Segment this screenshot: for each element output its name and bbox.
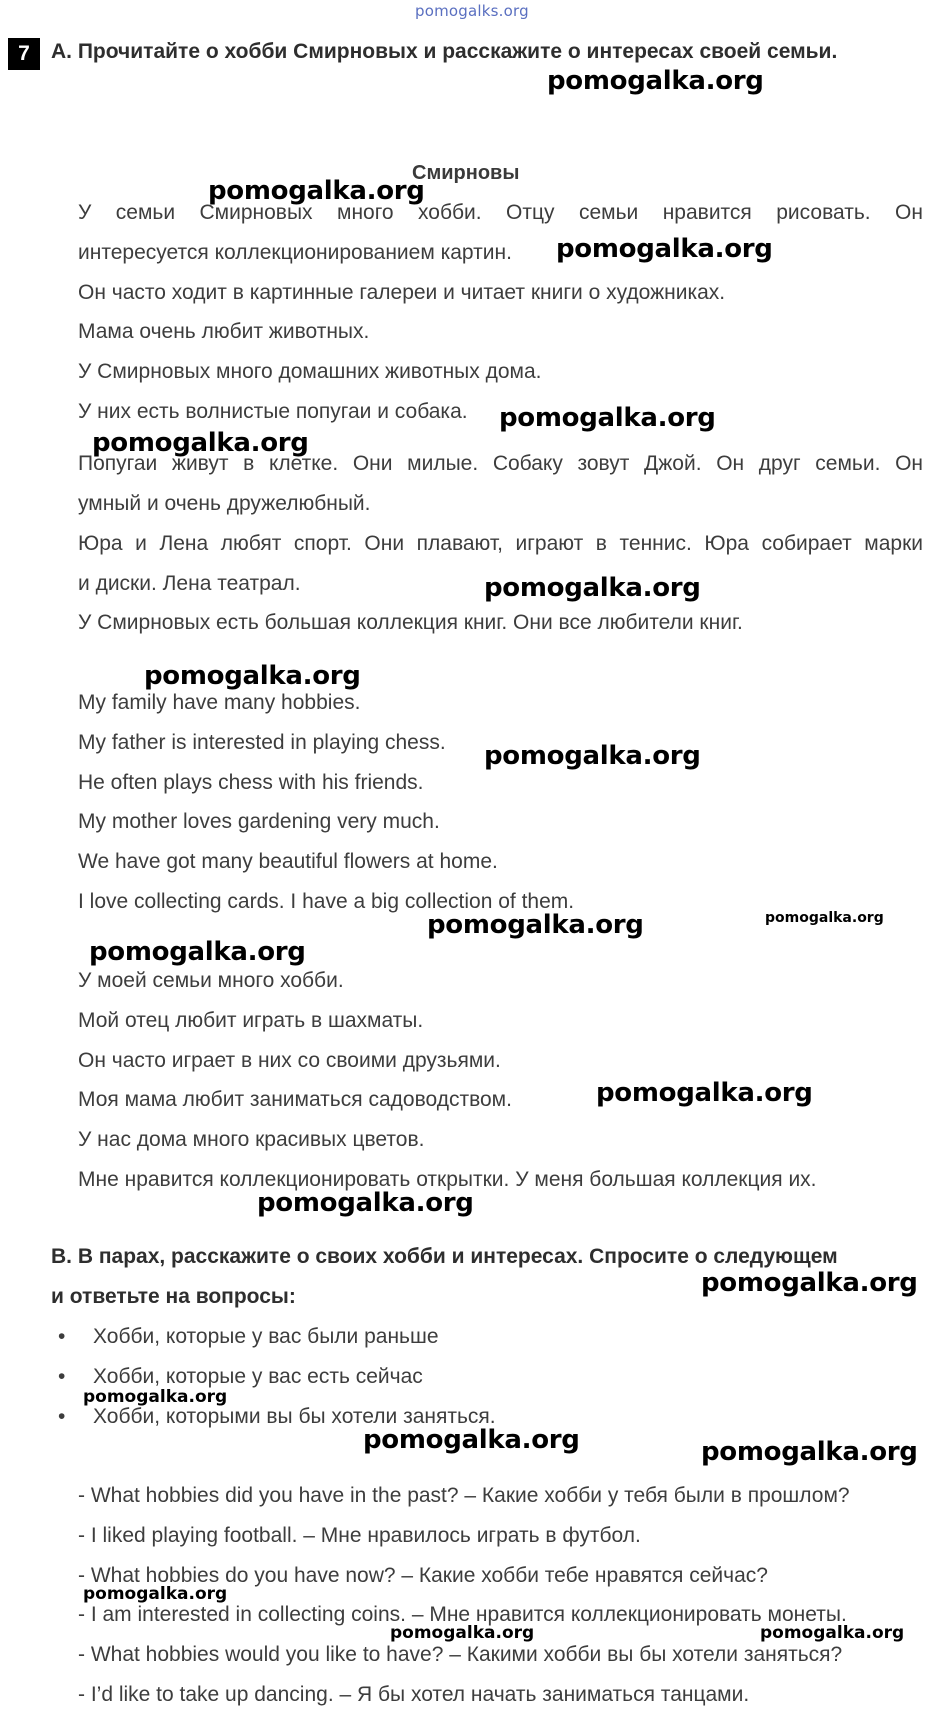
watermark: pomogalka.org — [390, 1623, 535, 1643]
watermark: pomogalka.org — [499, 403, 716, 433]
watermark: pomogalka.org — [92, 428, 309, 458]
watermark: pomogalka.org — [596, 1078, 813, 1108]
watermark: pomogalka.org — [363, 1425, 580, 1455]
watermark: pomogalka.org — [760, 1623, 905, 1643]
bullet-item: Хобби, которые у вас были раньше — [93, 1325, 439, 1348]
watermark: pomogalka.org — [556, 234, 773, 264]
bullet-dot: • — [58, 1365, 66, 1388]
watermark: pomogalka.org — [89, 937, 306, 967]
english-line: He often plays chess with his friends. — [78, 771, 424, 794]
task-number-badge: 7 — [8, 38, 40, 70]
bullet-item: Хобби, которыми вы бы хотели заняться. — [93, 1405, 496, 1428]
english-line: We have got many beautiful flowers at home. — [78, 850, 498, 873]
watermark: pomogalka.org — [765, 910, 884, 926]
watermark: pomogalka.org — [83, 1387, 228, 1407]
english-line: My mother loves gardening very much. — [78, 810, 440, 833]
watermark: pomogalka.org — [701, 1268, 918, 1298]
russian-line: Он часто играет в них со своими друзьями. — [78, 1049, 501, 1072]
english-line: My family have many hobbies. — [78, 691, 361, 714]
russian-line: Мой отец любит играть в шахматы. — [78, 1009, 424, 1032]
bullet-item: Хобби, которые у вас есть сейчас — [93, 1365, 423, 1388]
watermark: pomogalka.org — [83, 1584, 228, 1604]
watermark-top: pomogalks.org — [415, 2, 529, 20]
story-line: У Смирновых есть большая коллекция книг. Они все любители книг. — [78, 611, 743, 634]
dialogue-line: - What hobbies did you have in the past? – Какие хобби у тебя были в прошлом? — [78, 1484, 850, 1507]
story-line: Попугаи живут в клетке. Они милые. Собаку зовут Джой. Он друг семьи. Он — [78, 452, 923, 475]
dialogue-line: - What hobbies do you have now? – Какие хобби тебе нравятся сейчас? — [78, 1564, 768, 1587]
watermark: pomogalka.org — [484, 573, 701, 603]
dialogue-line: - I liked playing football. – Мне нравилось играть в футбол. — [78, 1524, 641, 1547]
section-b-heading: B. В парах, расскажите о своих хобби и интересах. Спросите о следующем — [51, 1245, 838, 1268]
dialogue-line: - I’d like to take up dancing. – Я бы хотел начать заниматься танцами. — [78, 1683, 750, 1706]
story-line: У них есть волнистые попугаи и собака. — [78, 400, 468, 423]
story-line: У Смирновых много домашних животных дома. — [78, 360, 542, 383]
dialogue-line: - I am interested in collecting coins. – Мне нравится коллекционировать монеты. — [78, 1603, 847, 1626]
watermark: pomogalka.org — [427, 910, 644, 940]
watermark: pomogalka.org — [547, 66, 764, 96]
story-line: Юра и Лена любят спорт. Они плавают, играют в теннис. Юра собирает марки — [78, 532, 923, 555]
story-line: Он часто ходит в картинные галереи и читает книги о художниках. — [78, 281, 726, 304]
russian-line: Моя мама любит заниматься садоводством. — [78, 1088, 512, 1111]
russian-line: Мне нравится коллекционировать открытки. У меня большая коллекция их. — [78, 1168, 817, 1191]
watermark: pomogalka.org — [701, 1437, 918, 1467]
story-line: интересуется коллекционированием картин. — [78, 241, 512, 264]
bullet-dot: • — [58, 1405, 66, 1428]
russian-line: У моей семьи много хобби. — [78, 969, 344, 992]
watermark: pomogalka.org — [484, 741, 701, 771]
watermark: pomogalka.org — [208, 176, 425, 206]
english-line: My father is interested in playing chess. — [78, 731, 446, 754]
story-title: Смирновы — [412, 162, 520, 184]
watermark: pomogalka.org — [144, 661, 361, 691]
dialogue-line: - What hobbies would you like to have? – Какими хобби вы бы хотели заняться? — [78, 1643, 843, 1666]
russian-line: У нас дома много красивых цветов. — [78, 1128, 425, 1151]
story-line: Мама очень любит животных. — [78, 320, 370, 343]
story-line: умный и очень дружелюбный. — [78, 492, 371, 515]
story-line: и диски. Лена театрал. — [78, 572, 301, 595]
story-line: У семьи Смирновых много хобби. Отцу семьи нравится рисовать. Он — [78, 201, 923, 224]
watermark: pomogalka.org — [257, 1188, 474, 1218]
bullet-dot: • — [58, 1325, 66, 1348]
task-heading: A. Прочитайте о хобби Смирновых и расскажите о интересах своей семьи. — [51, 40, 838, 63]
section-b-heading: и ответьте на вопросы: — [51, 1285, 296, 1308]
english-line: I love collecting cards. I have a big collection of them. — [78, 890, 575, 913]
